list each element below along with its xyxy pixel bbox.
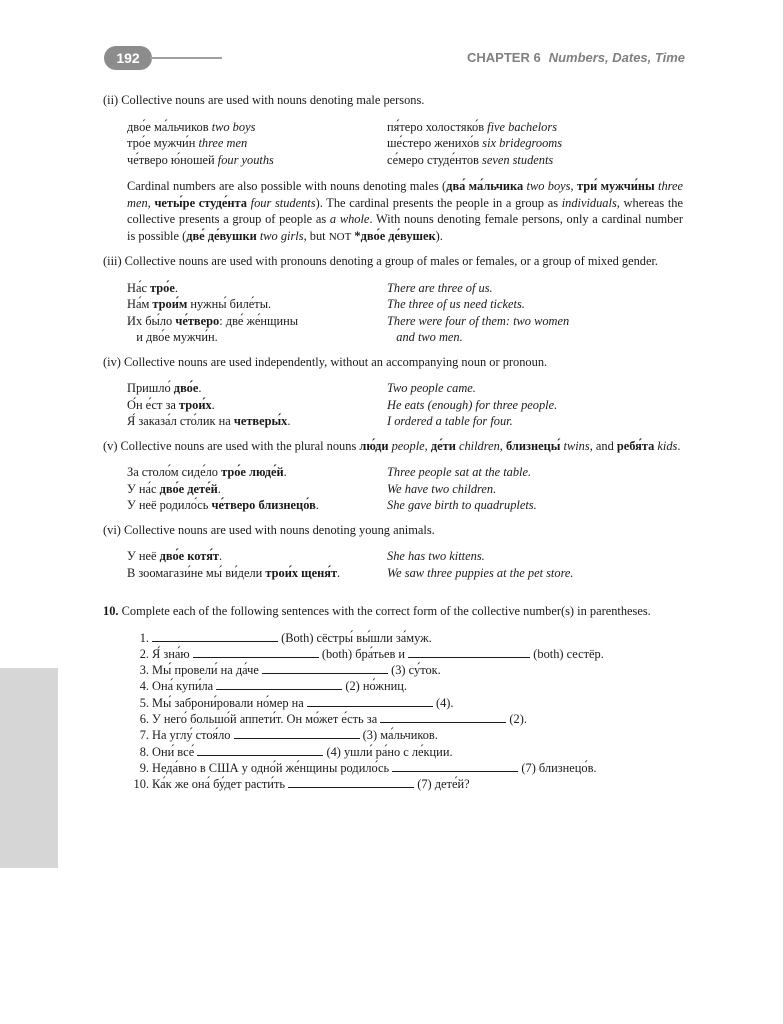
- example-row: В зоомагази́не мы́ ви́дели трои́х щеня́т. We saw three puppies at the pet store.: [127, 565, 574, 580]
- exercise-item: 2. Я́ зна́ю (both) бра́тьев и (both) сестёр.: [139, 646, 604, 661]
- page-number: 192: [104, 46, 152, 70]
- answer-blank[interactable]: [288, 776, 414, 788]
- example-item: се́меро студе́нтов seven students: [387, 152, 554, 167]
- exercise-10-list: [103, 630, 683, 793]
- section-iii-examples: [103, 280, 683, 346]
- answer-blank[interactable]: [307, 695, 433, 707]
- exercise-item: 8. Они́ все́ (4) ушли́ ра́но с ле́кции.: [139, 744, 453, 759]
- answer-blank[interactable]: [216, 678, 342, 690]
- example-row: За столо́м сиде́ло тро́е люде́й. Three people sat at the table.: [127, 465, 532, 479]
- exercise-item: 6. У него́ большо́й аппети́т. Он мо́жет е́сть за (2).: [139, 711, 527, 726]
- exercise-item: 4. Она́ купи́ла (2) но́жниц.: [139, 679, 407, 694]
- exercise-item: 1. (Both) сёстры́ вы́шли за́муж.: [139, 630, 432, 645]
- answer-blank[interactable]: [408, 646, 530, 658]
- example-item: ше́стеро женихо́в six bridegrooms: [387, 136, 563, 150]
- example-item: тро́е мужчи́н three men: [127, 136, 248, 150]
- chapter-title: Numbers, Dates, Time: [548, 50, 685, 65]
- example-row: Я́ заказа́л сто́лик на четверы́х. I ordered a table for four.: [127, 414, 513, 428]
- chapter-heading: [467, 50, 685, 65]
- section-v-intro: (v) Collective nouns are used with the plural nouns лю́ди people, де́ти children, близнецы́ twins, and ребя́та kids.: [103, 438, 681, 453]
- exercise-item: 5. Мы́ заброни́ровали но́мер на (4).: [139, 695, 454, 710]
- exercise-item: 3. Мы́ провели́ на да́че (3) су́ток.: [139, 663, 441, 678]
- example-row: У неё дво́е котя́т. She has two kittens.: [127, 549, 485, 563]
- example-item: пя́теро холостяко́в five bachelors: [387, 119, 558, 134]
- answer-blank[interactable]: [193, 646, 319, 658]
- example-row: На́м трои́м нужны́ биле́ты. The three of us need tickets.: [127, 297, 525, 311]
- section-vi-intro: (vi) Collective nouns are used with nouns denoting young animals.: [103, 522, 435, 537]
- chapter-label: CHAPTER 6: [467, 50, 541, 65]
- example-row: и дво́е мужчи́н. and two men.: [127, 330, 463, 344]
- exercise-item: 10. Ка́к же она́ бу́дет расти́ть (7) дете́й?: [133, 777, 470, 792]
- exercise-10-instruction: 10. Complete each of the following sentences with the correct form of the collective number(s) in parentheses.: [103, 604, 651, 618]
- section-ii-paragraph: Cardinal numbers are also possible with nouns denoting males (два́ ма́льчика two boys, три́ мужчи́ны three men, четы́ре студе́нта four students). The cardinal presents the people in a group as individuals, whereas the collective presents a group of people as a whole. With nouns denoting female persons, only a cardinal number is possible (две́ де́вушки two girls, but NOT *дво́е де́вушек).: [127, 179, 684, 243]
- example-row: У неё родило́сь че́тверо близнецо́в. She gave birth to quadruplets.: [127, 498, 537, 512]
- page-content: [103, 92, 683, 792]
- example-row: О́н е́ст за трои́х. He eats (enough) for three people.: [127, 397, 558, 412]
- answer-blank[interactable]: [392, 760, 518, 772]
- header-rule: [150, 57, 222, 59]
- answer-blank[interactable]: [152, 630, 278, 642]
- section-iv-intro: (iv) Collective nouns are used independently, without an accompanying noun or pronoun.: [103, 354, 548, 369]
- exercise-item: 7. На углу́ стоя́ло (3) ма́льчиков.: [139, 728, 438, 743]
- example-row: На́с тро́е. There are three of us.: [127, 280, 493, 295]
- example-row: У на́с дво́е дете́й. We have two children.: [127, 481, 497, 496]
- example-item: дво́е ма́льчиков two boys: [127, 119, 256, 134]
- section-v-examples: [103, 464, 683, 514]
- answer-blank[interactable]: [197, 744, 323, 756]
- example-item: че́тверо ю́ношей four youths: [127, 152, 274, 167]
- section-vi-examples: [103, 548, 683, 581]
- example-row: Их бы́ло че́тверо: две́ же́нщины There were four of them: two women: [127, 313, 570, 328]
- answer-blank[interactable]: [262, 662, 388, 674]
- answer-blank[interactable]: [380, 711, 506, 723]
- answer-blank[interactable]: [234, 727, 360, 739]
- section-ii-examples: [103, 119, 683, 169]
- exercise-item: 9. Неда́вно в США у одно́й же́нщины родило́сь (7) близнецо́в.: [139, 760, 597, 775]
- section-iv-examples: [103, 380, 683, 430]
- margin-tab: [0, 668, 58, 868]
- page-header: [0, 44, 783, 72]
- section-iii-intro: (iii) Collective nouns are used with pronouns denoting a group of males or females, or a group of mixed gender.: [103, 254, 659, 268]
- example-row: Пришло́ дво́е. Two people came.: [127, 381, 476, 395]
- section-ii-intro: (ii) Collective nouns are used with nouns denoting male persons.: [103, 93, 425, 107]
